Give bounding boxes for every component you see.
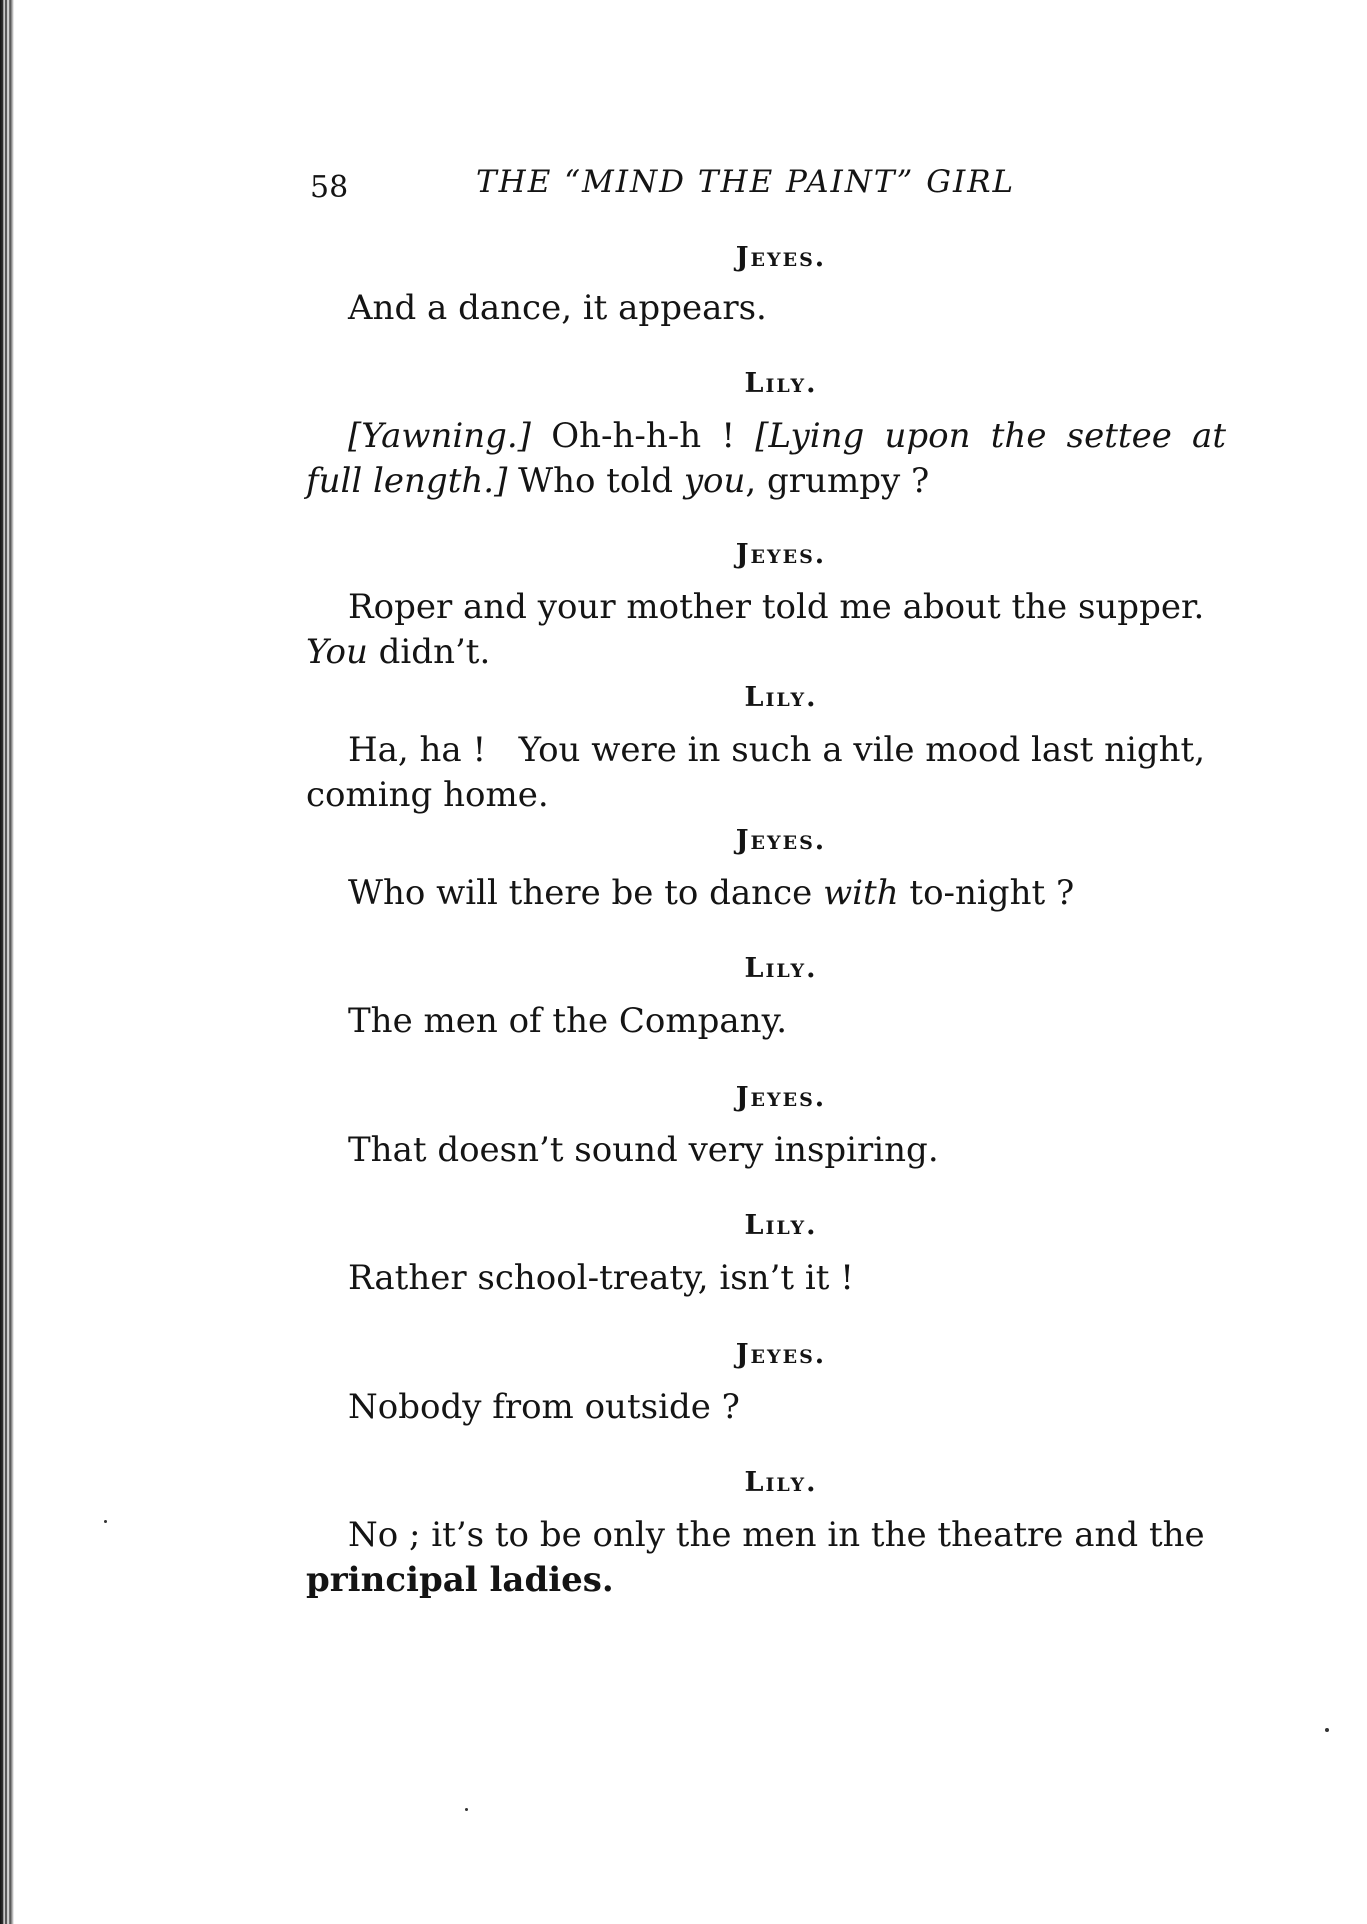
dialogue-line [306, 459, 1226, 504]
dialogue-line [306, 871, 1226, 916]
dialogue-line [306, 414, 1226, 459]
dialogue-line: No ; it’s to be only the men in the theatre and the [348, 1515, 1205, 1555]
dialogue-line: Rather school-treaty, isn’t it ! [348, 1258, 854, 1298]
dialogue-block [306, 680, 1226, 818]
speaker-name: Jeyes. [735, 1082, 827, 1113]
dialogue-line: Nobody from outside ? [348, 1387, 740, 1427]
dialogue-text: didn’t. [367, 632, 491, 672]
speaker-name: Jeyes. [735, 1339, 827, 1370]
dialogue-block [306, 1465, 1226, 1603]
dialogue-line: The men of the Company. [348, 1001, 788, 1041]
speaker-name: Jeyes. [735, 242, 827, 273]
speaker-name: Lily. [744, 682, 818, 713]
speaker-name: Lily. [744, 1210, 818, 1241]
speaker-name: Jeyes. [735, 825, 827, 856]
speaker-name: Lily. [744, 953, 818, 984]
dialogue-line [306, 630, 1226, 675]
dialogue-block [306, 823, 1226, 916]
dialogue-block [306, 1208, 1226, 1301]
dialogue-block [306, 240, 1226, 331]
dialogue-block [306, 537, 1226, 675]
emphasis: with [823, 873, 899, 913]
dialogue-text: , grumpy ? [745, 461, 930, 501]
dialogue-block [306, 951, 1226, 1044]
page-binding-edge [0, 0, 14, 1924]
stage-direction: [Yawning.] [348, 416, 531, 456]
emphasis: you [683, 461, 746, 501]
book-title: THE “MIND THE PAINT” GIRL [476, 164, 1016, 200]
dialogue-block [306, 1337, 1226, 1430]
dialogue-line: And a dance, it appears. [348, 288, 767, 328]
speaker-name: Jeyes. [735, 539, 827, 570]
dialogue-line: principal ladies. [306, 1560, 614, 1600]
print-speck [1325, 1728, 1329, 1732]
dialogue-text: Oh-h-h-h ! [530, 416, 756, 456]
dialogue-text: Who told [507, 461, 684, 501]
page-number: 58 [310, 170, 349, 205]
stage-direction: full length.] [306, 461, 508, 501]
dialogue-block [306, 1080, 1226, 1173]
dialogue-text: Who will there be to dance [348, 873, 824, 913]
dialogue-text: to-night ? [898, 873, 1075, 913]
emphasis: You [306, 632, 368, 672]
print-speck [465, 1808, 468, 1811]
speaker-name: Lily. [744, 1467, 818, 1498]
stage-direction: [Lying upon the settee at [755, 416, 1226, 456]
speaker-name: Lily. [744, 368, 818, 399]
dialogue-block [306, 366, 1226, 504]
running-head [310, 164, 1070, 204]
dialogue-line: That doesn’t sound very inspiring. [348, 1130, 939, 1170]
dialogue-line: Roper and your mother told me about the supper. [348, 587, 1205, 627]
dialogue-line: Ha, ha ! You were in such a vile mood last night, [348, 730, 1206, 770]
print-speck [104, 1520, 107, 1523]
dialogue-line: coming home. [306, 775, 549, 815]
